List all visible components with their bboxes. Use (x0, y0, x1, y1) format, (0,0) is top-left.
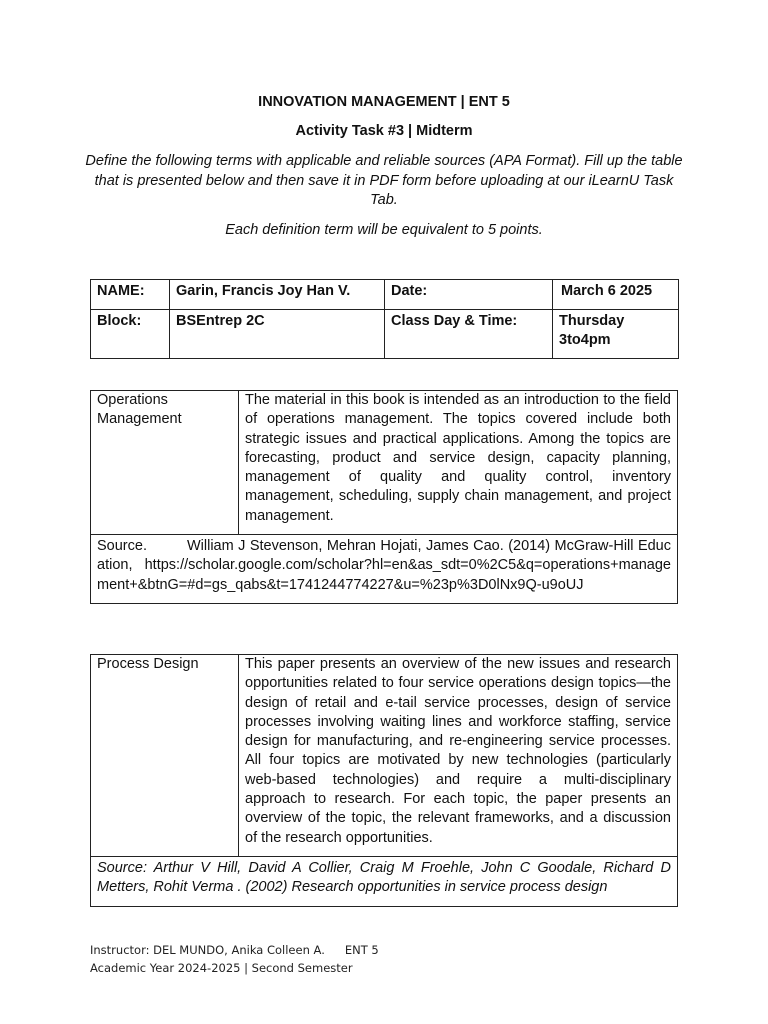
block-value: BSEntrep 2C (170, 310, 385, 359)
term-source (91, 535, 678, 604)
footer-course: ENT 5 (344, 943, 379, 957)
footer-instructor: Instructor: DEL MUNDO, Anika Colleen A. (90, 943, 325, 957)
name-label: NAME: (91, 280, 170, 310)
block-label: Block: (91, 310, 170, 359)
class-time: 3to4pm (559, 331, 611, 348)
source-citation: William J Stevenson, Mehran Hojati, James Cao. (2014) McGraw-Hill Education, https://scholar.google.com/scholar?hl=en&as_sdt=0%2C5&q=operations+management+&btnG=#d=gs_qabs&t=1741244774227&u=%23p%3D0lNx9Q-u9oUJ (97, 538, 671, 593)
term-name: Operations Management (91, 391, 239, 535)
instructions-text: Define the following terms with applicable and reliable sources (APA Format). Fill up the table that is presented below and then save it in PDF form before uploading at our iLearnU Task Tab. (85, 153, 683, 208)
class-day-time-value (553, 310, 679, 359)
source-row (91, 856, 678, 906)
class-day: Thursday (559, 313, 625, 329)
points-note: Each definition term will be equivalent to 5 points. (225, 222, 543, 238)
document-title: INNOVATION MANAGEMENT | ENT 5 (258, 94, 510, 110)
term-name: Process Design (91, 655, 239, 857)
name-value: Garin, Francis Joy Han V. (170, 280, 385, 310)
date-value: March 6 2025 (553, 280, 679, 310)
footer-instructor-line (90, 942, 379, 959)
term-source: Source: Arthur V Hill, David A Collier, Craig M Froehle, John C Goodale, Richard D Metters, Rohit Verma . (2002) Research opportunities in service process design (91, 856, 678, 906)
term-definition: The material in this book is intended as an introduction to the field of operations management. The topics covered include both strategic issues and practical applications. Among the topics are forecasting, product and service design, capacity planning, management of quality and quality control, inventory management, scheduling, supply chain management, and project management. (239, 391, 678, 535)
term-definition: This paper presents an overview of the new issues and research opportunities related to four service operations design topics—the design of retail and e-tail service processes, design of service processes involving waiting lines and workforce staffing, service design for manufacturing, and re-engineering service processes. All four topics are motivated by new technologies (particularly web-based technologies) and require a multi-disciplinary approach to research. For each topic, the paper presents an overview of the topic, the relevant frameworks, and a discussion of the research opportunities. (239, 655, 678, 857)
term-table-process-design (90, 654, 678, 907)
term-row (91, 655, 678, 857)
document-subtitle: Activity Task #3 | Midterm (295, 123, 473, 139)
info-row-name (91, 280, 679, 310)
date-label: Date: (385, 280, 553, 310)
source-row (91, 535, 678, 604)
footer-academic-year: Academic Year 2024-2025 | Second Semester (90, 961, 353, 975)
term-table-operations-management (90, 390, 678, 604)
source-label: Source. (97, 538, 147, 555)
term-row (91, 391, 678, 535)
student-info-table (90, 279, 679, 359)
info-row-block (91, 310, 679, 359)
class-day-time-label: Class Day & Time: (385, 310, 553, 359)
